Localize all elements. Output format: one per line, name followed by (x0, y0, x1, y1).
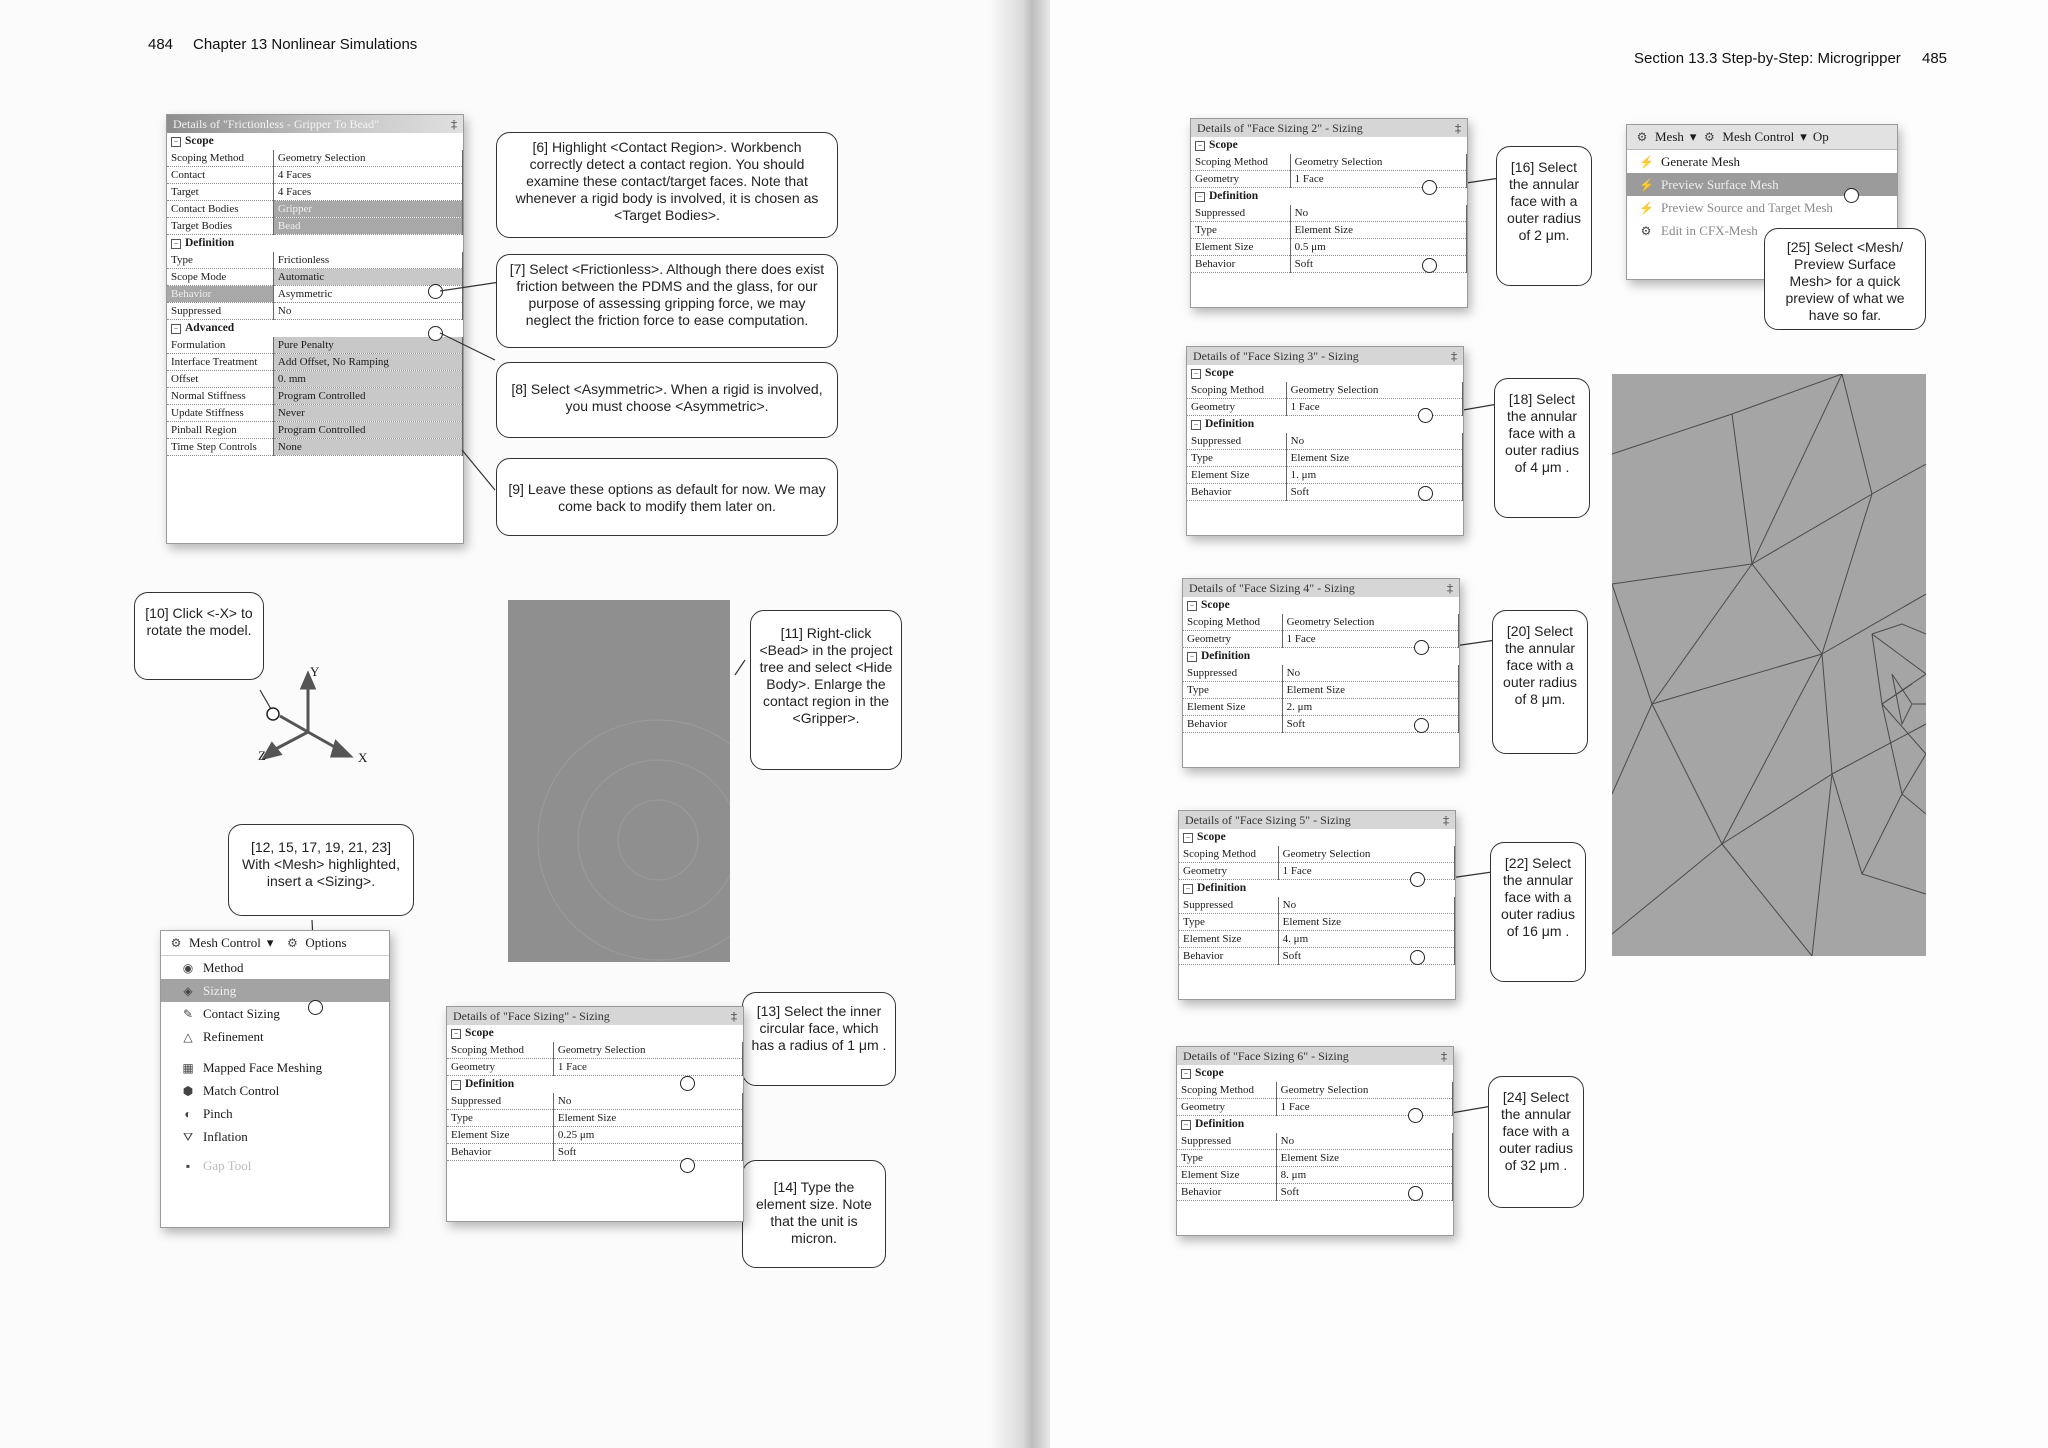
table-row: Behavior Soft (1187, 484, 1463, 501)
table-row: Behavior Soft (1179, 948, 1455, 965)
sizing-callout: [22] Select the annular face with a outer radius of 16 μm . (1490, 842, 1586, 982)
element-size-field[interactable]: 8. μm (1276, 1167, 1452, 1184)
menu-toolbar (161, 931, 389, 956)
table-row: Scope Mode Automatic (167, 269, 463, 286)
panel-title: Details of "Face Sizing 5" - Sizing (1185, 813, 1351, 827)
marker-circle (1414, 640, 1429, 655)
callout-10: [10] Click <-X> to rotate the model. (134, 592, 264, 680)
mesh-control-button[interactable]: Mesh Control (1722, 129, 1795, 144)
callout-6: [6] Highlight <Contact Region>. Workbench correctly detect a contact region. You should examine these contact/target faces. Note that whenever a rigid body is involved, it is chosen as <Target Bodies>. (496, 132, 838, 238)
menu-item-method[interactable]: ◉ Method (182, 960, 244, 975)
sizing-callout: [16] Select the annular face with a outer radius of 2 μm. (1496, 146, 1592, 286)
mesh-control-icon: ⚙ (1704, 130, 1715, 144)
options-button[interactable]: Op (1812, 129, 1829, 144)
table-row: Scoping Method Geometry Selection (1177, 1082, 1453, 1099)
element-size-field[interactable]: 0.25 μm (553, 1127, 742, 1144)
geometry-field[interactable]: 1 Face (1286, 399, 1462, 416)
scope-section-header[interactable]: − Scope (1191, 137, 1467, 154)
table-row: Offset 0. mm (167, 371, 463, 388)
table-row: Geometry 1 Face (1187, 399, 1463, 416)
table-row: Geometry 1 Face (1183, 631, 1459, 648)
table-row: Element Size 0.25 μm (447, 1127, 743, 1144)
callout-7: [7] Select <Frictionless>. Although there does exist friction between the PDMS and the glass, for our purpose of assessing gripping force, we may neglect the friction force to ease computation. (496, 254, 838, 348)
element-size-field[interactable]: 0.5 μm (1290, 239, 1466, 256)
mesh-button[interactable]: Mesh (1655, 129, 1684, 144)
axis-z-label[interactable]: Z (258, 748, 266, 763)
table-row: Target 4 Faces (167, 184, 463, 201)
panel-title-bar (1187, 347, 1463, 365)
scope-table (447, 1042, 743, 1076)
left-page-number: 484 (148, 36, 174, 53)
callout-9: [9] Leave these options as default for now. We may come back to modify them later on. (496, 458, 838, 536)
menu-item-pinch[interactable]: ◐ Pinch (161, 1102, 389, 1125)
marker-circle (680, 1158, 695, 1173)
table-row: Type Element Size (1187, 450, 1463, 467)
mesh-preview-viewport[interactable] (1612, 374, 1926, 956)
refinement-icon: △ (183, 1029, 193, 1044)
table-row: Scoping Method Geometry Selection (1179, 846, 1455, 863)
collapse-icon[interactable]: − (171, 324, 181, 334)
callout-14: [14] Type the element size. Note that the unit is micron. (742, 1160, 886, 1268)
panel-title: Details of "Face Sizing 4" - Sizing (1189, 581, 1355, 595)
face-sizing-panel (1182, 578, 1460, 768)
menu-item-generate-mesh[interactable]: ⚡ Generate Mesh (1639, 154, 1741, 169)
panel-title-bar (1191, 119, 1467, 137)
table-row: Geometry 1 Face (1179, 863, 1455, 880)
panel-title: Details of "Face Sizing 3" - Sizing (1193, 349, 1359, 363)
marker-circle (1410, 950, 1425, 965)
contact-sizing-icon: ✎ (182, 1006, 194, 1021)
definition-table (447, 1093, 743, 1161)
left-running-head: Chapter 13 Nonlinear Simulations (193, 36, 418, 53)
definition-section-header[interactable]: − Definition (1183, 648, 1459, 665)
gripper-model (508, 600, 730, 962)
preview-icon: ⚡ (1639, 177, 1654, 192)
menu-item-match-control[interactable]: ⬢ Match Control (182, 1083, 280, 1098)
marker-circle (308, 1000, 323, 1015)
table-row: Suppressed No (167, 303, 463, 320)
model-viewport[interactable] (508, 600, 730, 962)
collapse-icon[interactable]: − (1195, 141, 1205, 151)
table-row: Type Element Size (1177, 1150, 1453, 1167)
table-row: Scoping Method Geometry Selection (1191, 154, 1467, 171)
table-row: Behavior Asymmetric (167, 286, 463, 303)
table-row: Geometry 1 Face (447, 1059, 743, 1076)
scope-section-header[interactable]: − Scope (1183, 597, 1459, 614)
scope-section-header[interactable]: − Scope (167, 133, 463, 150)
panel-title-bar (1179, 811, 1455, 829)
element-size-field[interactable]: 2. μm (1282, 699, 1458, 716)
table-row: Suppressed No (447, 1093, 743, 1110)
marker-circle (1418, 408, 1433, 423)
table-row: Geometry 1 Face (1177, 1099, 1453, 1116)
menu-item-refinement[interactable]: △ Refinement (161, 1025, 389, 1048)
axis-x-label[interactable]: X (358, 750, 368, 765)
marker-circle (1408, 1186, 1423, 1201)
scope-section-header[interactable]: − Scope (1177, 1065, 1453, 1082)
geometry-field[interactable]: 1 Face (1282, 631, 1458, 648)
panel-title-bar (1177, 1047, 1453, 1065)
table-row: Type Element Size (1179, 914, 1455, 931)
collapse-icon[interactable]: − (451, 1080, 461, 1090)
table-row: Contact Bodies Gripper (167, 201, 463, 218)
table-row: Contact 4 Faces (167, 167, 463, 184)
marker-circle (1422, 258, 1437, 273)
table-row: Type Element Size (447, 1110, 743, 1127)
element-size-field[interactable]: 1. μm (1286, 467, 1462, 484)
pin-icon[interactable]: ‡ (1443, 813, 1449, 827)
table-row: Pinball Region Program Controlled (167, 422, 463, 439)
menu-item-contact-sizing[interactable]: ✎ Contact Sizing (182, 1006, 280, 1021)
menu-item-gap-tool: ▪ Gap Tool (161, 1154, 389, 1177)
inflation-icon: ⛛ (182, 1129, 194, 1144)
table-row: Scoping Method Geometry Selection (1187, 382, 1463, 399)
callout-13: [13] Select the inner circular face, which has a radius of 1 μm . (742, 992, 896, 1086)
sizing-callout: [18] Select the annular face with a outer radius of 4 μm . (1494, 378, 1590, 518)
table-row: Behavior Soft (1183, 716, 1459, 733)
table-row: Suppressed No (1191, 205, 1467, 222)
face-sizing-panel (1178, 810, 1456, 1000)
table-row: Formulation Pure Penalty (167, 337, 463, 354)
panel-title: Details of "Face Sizing 6" - Sizing (1183, 1049, 1349, 1063)
menu-item-sizing[interactable]: ◈ Sizing (161, 979, 389, 1002)
geometry-field[interactable]: 1 Face (1276, 1099, 1452, 1116)
menu-item-mapped-face-meshing[interactable]: ▦ Mapped Face Meshing (182, 1060, 323, 1075)
menu-item-edit-cfx-mesh[interactable]: ⚙ Edit in CFX-Mesh (1640, 223, 1758, 238)
collapse-icon[interactable]: − (1181, 1069, 1191, 1079)
pinch-icon: ◐ (184, 1106, 192, 1121)
marker-circle (1844, 188, 1859, 203)
marker-circle (1410, 872, 1425, 887)
table-row: Type Element Size (1183, 682, 1459, 699)
mesh-preview (1612, 374, 1926, 956)
table-row: Behavior Soft (1191, 256, 1467, 273)
scope-section-header[interactable]: − Scope (447, 1025, 743, 1042)
collapse-icon[interactable]: − (1195, 192, 1205, 202)
table-row: Normal Stiffness Program Controlled (167, 388, 463, 405)
callout-25: [25] Select <Mesh/ Preview Surface Mesh> for a quick preview of what we have so far. (1764, 228, 1926, 330)
collapse-icon[interactable]: − (1191, 420, 1201, 430)
options-icon: ⚙ (287, 936, 298, 950)
pin-icon[interactable]: ‡ (731, 1009, 737, 1023)
callout-12: [12, 15, 17, 19, 21, 23] With <Mesh> highlighted, insert a <Sizing>. (228, 824, 414, 916)
table-row: Element Size 1. μm (1187, 467, 1463, 484)
table-row: Update Stiffness Never (167, 405, 463, 422)
table-row: Element Size 2. μm (1183, 699, 1459, 716)
callout-8: [8] Select <Asymmetric>. When a rigid is involved, you must choose <Asymmetric>. (496, 362, 838, 438)
menu-item-inflation[interactable]: ⛛ Inflation (182, 1129, 248, 1144)
table-row: Type Frictionless (167, 252, 463, 269)
marker-circle (1408, 1108, 1423, 1123)
table-row: Scoping Method Geometry Selection (447, 1042, 743, 1059)
table-row: Type Element Size (1191, 222, 1467, 239)
scope-section-header[interactable]: − Scope (1179, 829, 1455, 846)
collapse-icon[interactable]: − (171, 239, 181, 249)
sizing-callout: [20] Select the annular face with a outer radius of 8 μm. (1492, 610, 1588, 754)
right-page-number: 485 (1922, 50, 1948, 67)
menu-toolbar (1627, 125, 1897, 150)
pin-icon[interactable]: ‡ (1451, 349, 1457, 363)
menu-item-preview-surface-mesh[interactable]: ⚡ Preview Surface Mesh (1627, 173, 1897, 196)
table-row: Scoping Method Geometry Selection (167, 150, 463, 167)
face-sizing-panel (446, 1006, 744, 1222)
panel-title-bar: Details of "Face Sizing" - Sizing ‡ (447, 1007, 743, 1025)
menu-item-preview-source-target[interactable]: ⚡ Preview Source and Target Mesh (1639, 200, 1833, 215)
mesh-control-button[interactable]: Mesh Control (189, 935, 261, 950)
table-row: Element Size 0.5 μm (1191, 239, 1467, 256)
method-icon: ◉ (182, 960, 194, 975)
mesh-control-icon: ⚙ (170, 936, 182, 950)
marker-circle (1422, 180, 1437, 195)
definition-section-header[interactable]: − Definition (1191, 188, 1467, 205)
face-sizing-panel (1176, 1046, 1454, 1236)
advanced-section-header[interactable]: − Advanced (167, 320, 463, 337)
sizing-callout: [24] Select the annular face with a outer radius of 32 μm . (1488, 1076, 1584, 1208)
collapse-icon[interactable]: − (1183, 884, 1193, 894)
table-row: Suppressed No (1177, 1133, 1453, 1150)
table-row: Suppressed No (1187, 433, 1463, 450)
preview-icon: ⚡ (1639, 200, 1654, 215)
pin-icon[interactable]: ‡ (451, 117, 457, 131)
axis-y-label: Y (310, 664, 320, 679)
definition-section-header[interactable]: − Definition (167, 235, 463, 252)
scope-section-header[interactable]: − Scope (1187, 365, 1463, 382)
panel-title: Details of "Frictionless - Gripper To Bead" (173, 117, 380, 131)
panel-title-bar (1183, 579, 1459, 597)
table-row: Time Step Controls None (167, 439, 463, 456)
table-row: Interface Treatment Add Offset, No Ramping (167, 354, 463, 371)
options-button[interactable]: Options (305, 935, 347, 950)
pin-icon[interactable]: ‡ (1441, 1049, 1447, 1063)
match-control-icon: ⬢ (182, 1083, 194, 1098)
table-row: Geometry 1 Face (1191, 171, 1467, 188)
marker-circle (267, 708, 279, 720)
chevron-down-icon[interactable]: ▾ (266, 935, 274, 950)
chevron-down-icon[interactable]: ▾ (1689, 129, 1697, 144)
behavior-dropdown[interactable]: Asymmetric (273, 286, 462, 303)
geometry-field[interactable]: 1 Face (1278, 863, 1454, 880)
definition-section-header[interactable]: − Definition (1179, 880, 1455, 897)
mapped-face-icon: ▦ (182, 1060, 194, 1075)
marker-circle (1418, 486, 1433, 501)
table-row: Behavior Soft (447, 1144, 743, 1161)
right-running-head: Section 13.3 Step-by-Step: Microgripper (1634, 50, 1901, 67)
marker-circle (680, 1076, 695, 1091)
type-dropdown[interactable]: Frictionless (273, 252, 462, 269)
element-size-field[interactable]: 4. μm (1278, 931, 1454, 948)
table-row: Element Size 8. μm (1177, 1167, 1453, 1184)
callout-11: [11] Right-click <Bead> in the project tree and select <Hide Body>. Enlarge the contact region in the <Gripper>. (750, 610, 902, 770)
collapse-icon[interactable]: − (171, 137, 181, 147)
marker-circle (1414, 718, 1429, 733)
table-row: Scoping Method Geometry Selection (1183, 614, 1459, 631)
definition-section-header[interactable]: − Definition (1177, 1116, 1453, 1133)
definition-section-header[interactable]: − Definition (1187, 416, 1463, 433)
geometry-field[interactable]: 1 Face (1290, 171, 1466, 188)
geometry-field[interactable]: 1 Face (553, 1059, 742, 1076)
table-row: Suppressed No (1179, 897, 1455, 914)
table-row: Behavior Soft (1177, 1184, 1453, 1201)
gap-tool-icon: ▪ (185, 1158, 191, 1173)
face-sizing-panel (1190, 118, 1468, 308)
face-sizing-panel (1186, 346, 1464, 536)
mesh-icon: ⚙ (1636, 130, 1648, 144)
collapse-icon[interactable]: − (1191, 369, 1201, 379)
table-row: Element Size 4. μm (1179, 931, 1455, 948)
panel-title: Details of "Face Sizing 2" - Sizing (1197, 121, 1363, 135)
collapse-icon[interactable]: − (1181, 1120, 1191, 1130)
sizing-icon: ◈ (183, 983, 193, 998)
chevron-down-icon[interactable]: ▾ (1800, 129, 1807, 144)
collapse-icon[interactable]: − (1187, 652, 1197, 662)
edit-icon: ⚙ (1640, 223, 1652, 238)
collapse-icon[interactable]: − (1183, 833, 1193, 843)
table-row: Target Bodies Bead (167, 218, 463, 235)
collapse-icon[interactable]: − (451, 1029, 461, 1039)
collapse-icon[interactable]: − (1187, 601, 1197, 611)
pin-icon[interactable]: ‡ (1447, 581, 1453, 595)
definition-section-header[interactable]: − Definition (447, 1076, 743, 1093)
pin-icon[interactable]: ‡ (1455, 121, 1461, 135)
mesh-insert-menu (160, 930, 390, 1228)
generate-mesh-icon: ⚡ (1639, 154, 1654, 169)
table-row: Suppressed No (1183, 665, 1459, 682)
